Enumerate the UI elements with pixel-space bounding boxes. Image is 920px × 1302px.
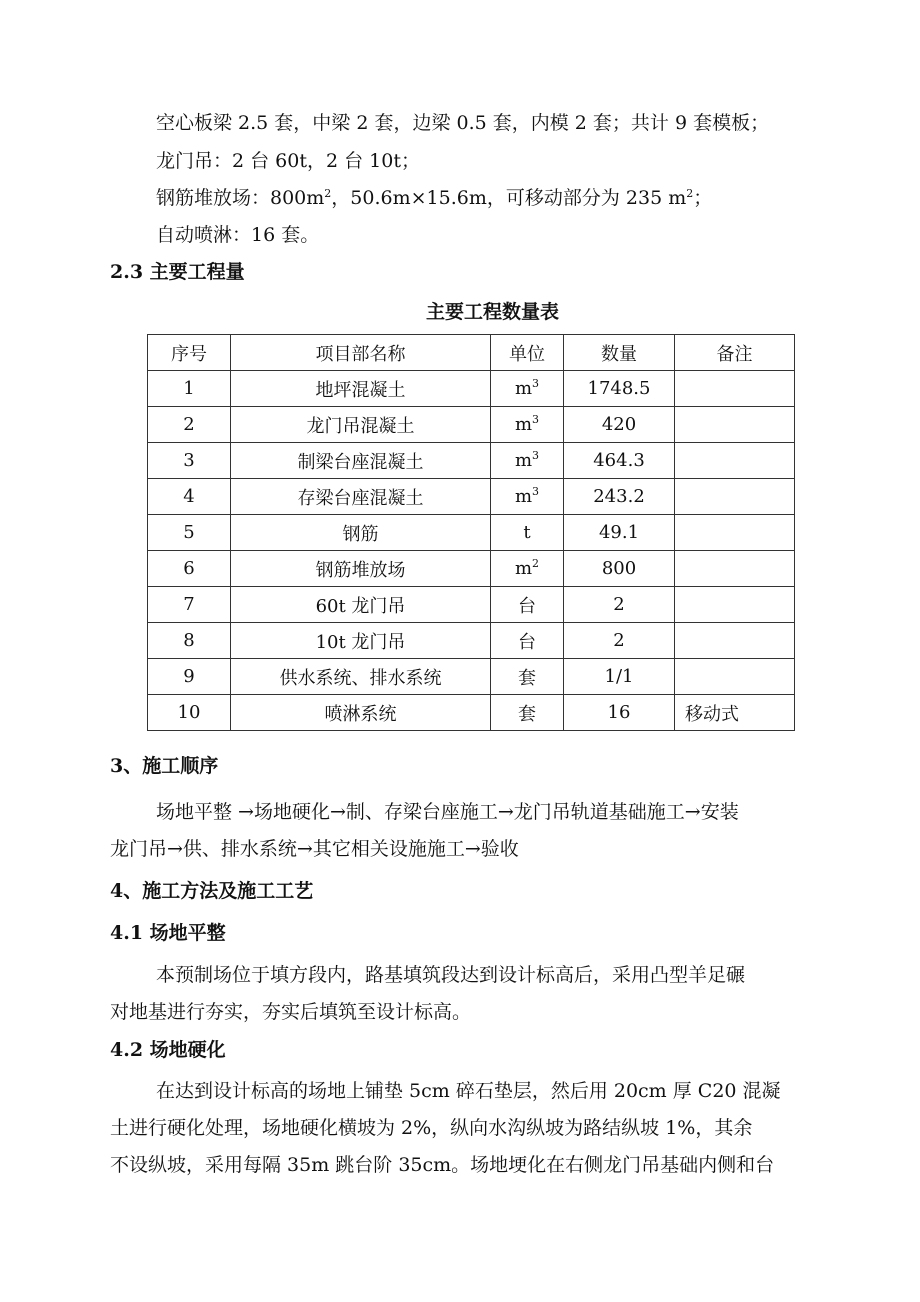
table-title: 主要工程数量表 bbox=[425, 301, 559, 323]
cell-qty: 1/1 bbox=[564, 659, 675, 695]
cell-name: 钢筋 bbox=[231, 515, 491, 551]
cell-name: 存梁台座混凝土 bbox=[231, 479, 491, 515]
rebar-yard-text-a: 钢筋堆放场：800m bbox=[156, 187, 325, 209]
p4-1-line-2: 对地基进行夯实，夯实后填筑至设计标高。 bbox=[110, 1001, 472, 1023]
table-row bbox=[148, 659, 795, 695]
cell-no: 4 bbox=[148, 479, 231, 515]
unit-text: m bbox=[514, 414, 533, 435]
cell-name: 龙门吊混凝土 bbox=[231, 407, 491, 443]
cell-no: 5 bbox=[148, 515, 231, 551]
cell-note bbox=[675, 587, 795, 623]
cell-unit bbox=[491, 407, 564, 443]
unit-sup: 3 bbox=[532, 377, 540, 390]
cell-qty: 2 bbox=[564, 587, 675, 623]
table-header-row bbox=[148, 335, 795, 371]
cell-unit bbox=[491, 695, 564, 731]
cell-qty: 49.1 bbox=[564, 515, 675, 551]
table-row bbox=[148, 695, 795, 731]
cell-name: 10t 龙门吊 bbox=[231, 623, 491, 659]
p4-2-line-1: 在达到设计标高的场地上铺垫 5cm 碎石垫层，然后用 20cm 厚 C20 混凝 bbox=[156, 1080, 781, 1102]
p4-2-line-2: 土进行硬化处理，场地硬化横坡为 2%，纵向水沟纵坡为路结纵坡 1%，其余 bbox=[110, 1117, 753, 1139]
cell-note bbox=[675, 623, 795, 659]
cell-unit bbox=[491, 443, 564, 479]
section-4-heading: 4、施工方法及施工工艺 bbox=[110, 880, 314, 902]
cell-no: 3 bbox=[148, 443, 231, 479]
quantity-table bbox=[147, 334, 795, 731]
cell-no: 7 bbox=[148, 587, 231, 623]
cell-note bbox=[675, 551, 795, 587]
header-qty: 数量 bbox=[564, 335, 675, 371]
rebar-yard-text-c: ； bbox=[693, 187, 713, 209]
p4-1-line-1: 本预制场位于填方段内，路基填筑段达到设计标高后，采用凸型羊足碾 bbox=[156, 964, 746, 986]
cell-unit bbox=[491, 551, 564, 587]
cell-unit bbox=[491, 371, 564, 407]
cell-name: 60t 龙门吊 bbox=[231, 587, 491, 623]
table-row bbox=[148, 551, 795, 587]
p4-2-line-3: 不设纵坡，采用每隔 35m 跳台阶 35cm。场地埂化在右侧龙门吊基础内侧和台 bbox=[110, 1154, 775, 1176]
cell-note bbox=[675, 407, 795, 443]
table-row bbox=[148, 371, 795, 407]
table-row bbox=[148, 479, 795, 515]
unit-text: 台 bbox=[518, 595, 536, 617]
unit-text: m bbox=[514, 450, 533, 471]
sequence-line-1: 场地平整 →场地硬化→制、存梁台座施工→龙门吊轨道基础施工→安装 bbox=[156, 801, 739, 823]
table-row bbox=[148, 623, 795, 659]
cell-note bbox=[675, 443, 795, 479]
section-2-3-heading: 2.3 主要工程量 bbox=[110, 261, 245, 283]
cell-note bbox=[675, 479, 795, 515]
unit-sup: 2 bbox=[532, 557, 540, 570]
cell-name: 钢筋堆放场 bbox=[231, 551, 491, 587]
rebar-yard-sup-a: 2 bbox=[324, 187, 332, 200]
cell-note bbox=[675, 515, 795, 551]
equipment-line-sprinkler: 自动喷淋：16 套。 bbox=[156, 224, 320, 246]
section-4-2-heading: 4.2 场地硬化 bbox=[110, 1039, 226, 1061]
cell-no: 8 bbox=[148, 623, 231, 659]
cell-qty: 464.3 bbox=[564, 443, 675, 479]
unit-text: 套 bbox=[518, 667, 536, 689]
unit-text: m bbox=[514, 486, 533, 507]
cell-name: 喷淋系统 bbox=[231, 695, 491, 731]
cell-qty: 420 bbox=[564, 407, 675, 443]
cell-no: 10 bbox=[148, 695, 231, 731]
header-no: 序号 bbox=[148, 335, 231, 371]
equipment-line-gantry: 龙门吊：2 台 60t，2 台 10t； bbox=[156, 150, 420, 172]
cell-note bbox=[675, 371, 795, 407]
cell-no: 2 bbox=[148, 407, 231, 443]
cell-unit bbox=[491, 479, 564, 515]
table-row bbox=[148, 443, 795, 479]
cell-no: 6 bbox=[148, 551, 231, 587]
rebar-yard-sup-b: 2 bbox=[686, 187, 694, 200]
table-row bbox=[148, 587, 795, 623]
unit-sup: 3 bbox=[532, 413, 540, 426]
cell-unit bbox=[491, 587, 564, 623]
unit-sup: 3 bbox=[532, 485, 540, 498]
cell-qty: 1748.5 bbox=[564, 371, 675, 407]
equipment-line-rebar-yard bbox=[156, 183, 712, 213]
section-4-1-heading: 4.1 场地平整 bbox=[110, 922, 226, 944]
unit-sup: 3 bbox=[532, 449, 540, 462]
section-3-heading: 3、施工顺序 bbox=[110, 755, 219, 777]
equipment-line-formwork: 空心板梁 2.5 套，中梁 2 套，边梁 0.5 套，内模 2 套；共计 9 套模板； bbox=[156, 112, 770, 134]
cell-unit bbox=[491, 515, 564, 551]
header-name: 项目部名称 bbox=[231, 335, 491, 371]
header-unit: 单位 bbox=[491, 335, 564, 371]
unit-text: t bbox=[523, 522, 531, 543]
cell-unit bbox=[491, 623, 564, 659]
unit-text: 台 bbox=[518, 631, 536, 653]
unit-text: 套 bbox=[518, 703, 536, 725]
cell-name: 地坪混凝土 bbox=[231, 371, 491, 407]
cell-no: 9 bbox=[148, 659, 231, 695]
cell-no: 1 bbox=[148, 371, 231, 407]
cell-note: 移动式 bbox=[675, 695, 795, 731]
header-note: 备注 bbox=[675, 335, 795, 371]
cell-note bbox=[675, 659, 795, 695]
table-row bbox=[148, 407, 795, 443]
cell-unit bbox=[491, 659, 564, 695]
sequence-line-2: 龙门吊→供、排水系统→其它相关设施施工→验收 bbox=[110, 838, 519, 860]
cell-qty: 243.2 bbox=[564, 479, 675, 515]
unit-text: m bbox=[514, 558, 533, 579]
unit-text: m bbox=[514, 378, 533, 399]
cell-qty: 2 bbox=[564, 623, 675, 659]
cell-qty: 16 bbox=[564, 695, 675, 731]
rebar-yard-text-b: ，50.6m×15.6m，可移动部分为 235 m bbox=[331, 187, 687, 209]
cell-name: 制梁台座混凝土 bbox=[231, 443, 491, 479]
cell-name: 供水系统、排水系统 bbox=[231, 659, 491, 695]
table-row bbox=[148, 515, 795, 551]
cell-qty: 800 bbox=[564, 551, 675, 587]
